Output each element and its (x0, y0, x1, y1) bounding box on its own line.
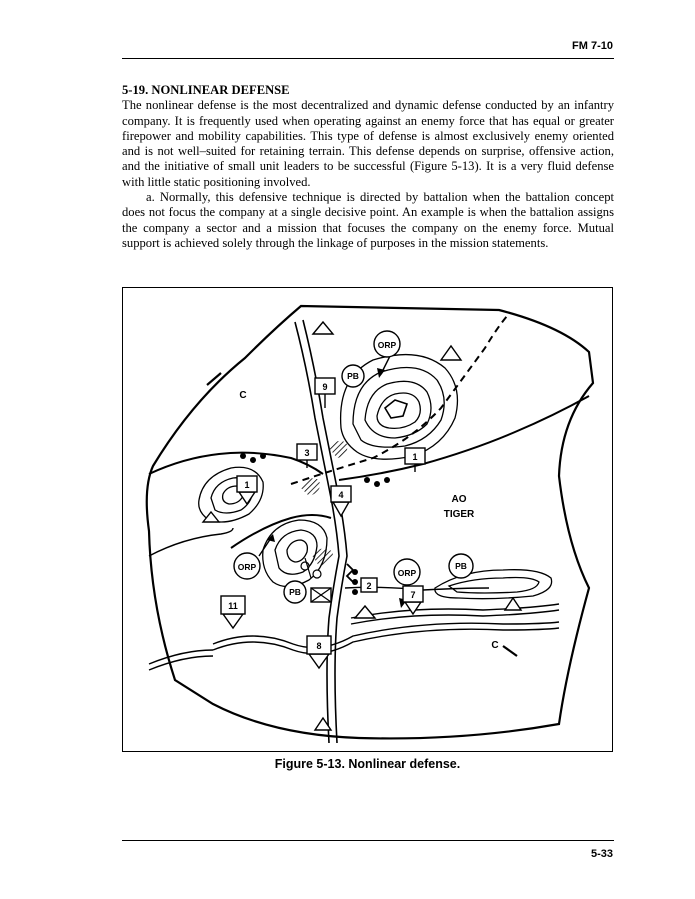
position-2 (361, 578, 377, 592)
boundary-tick-left (207, 373, 221, 385)
figure-caption: Figure 5-13. Nonlinear defense. (274, 757, 461, 771)
label-c-right: C (491, 640, 499, 651)
svg-text:PB: PB (455, 561, 467, 571)
hatched-position-2 (301, 478, 320, 496)
svg-text:3: 3 (304, 448, 310, 458)
orp-left-arrow (259, 538, 271, 556)
hatched-position-1 (329, 441, 347, 458)
svg-text:11: 11 (228, 601, 238, 611)
boundary-tick-right (503, 646, 517, 656)
infantry-unit-symbol (311, 588, 331, 602)
nonlinear-defense-map (123, 288, 614, 753)
label-ao-name: TIGER (443, 509, 475, 520)
header-rule (122, 58, 614, 59)
page-number: 5-33 (590, 848, 613, 860)
svg-text:ORP: ORP (397, 568, 417, 578)
pb-top (342, 365, 364, 387)
southwest-road (231, 515, 331, 548)
orp-left (234, 553, 260, 579)
position-3 (297, 444, 317, 468)
svg-text:9: 9 (322, 382, 328, 392)
svg-text:ORP: ORP (237, 562, 257, 572)
section-title: 5-19. NONLINEAR DEFENSE (122, 83, 290, 97)
svg-text:2: 2 (366, 581, 372, 591)
paragraph-a: a. Normally, this defensive technique is directed by battalion when the battalion concept does not focus the company at a single decisive point. An example is when the battalion assigns the company a sector and a mission that focuses the company on the enemy force. Mutual support is achieved solely through the linkage of purposes in the mission statements. (122, 190, 614, 250)
paragraph-intro: The nonlinear defense is the most decentralized and dynamic defense conducted by an infantry company. It is frequently used when operating against an enemy force that has equal or greater firepower and mobility capabilities. This type of defense is almost exclusively enemy oriented and is not well–suited for retaining terrain. This defense depends on surprise, offensive action, and the initiative of small unit leaders to be successful (Figure 5-13). It is a very fluid defense with little static positioning involved. (122, 98, 614, 189)
label-ao: AO (451, 494, 467, 505)
footer-rule (122, 840, 614, 841)
pb-right (449, 554, 473, 578)
position-11 (221, 596, 245, 628)
orp-top (374, 331, 400, 357)
label-c-left: C (239, 390, 247, 401)
pb-left (284, 581, 306, 603)
wire-obstacle (347, 564, 353, 582)
svg-text:8: 8 (316, 641, 322, 651)
orp-right (394, 559, 420, 585)
figure-frame (122, 287, 613, 752)
body-text (122, 83, 614, 251)
small-circle-2 (313, 570, 321, 578)
east-road (339, 396, 589, 480)
svg-text:1: 1 (412, 452, 418, 462)
svg-text:7: 7 (410, 590, 416, 600)
river (149, 604, 559, 670)
svg-text:4: 4 (338, 490, 344, 500)
hatched-position-3 (311, 548, 333, 566)
svg-text:PB: PB (347, 371, 359, 381)
svg-text:ORP: ORP (377, 340, 397, 350)
position-9 (315, 378, 335, 408)
running-header: FM 7-10 (572, 40, 613, 52)
svg-text:PB: PB (289, 587, 301, 597)
svg-text:1: 1 (244, 480, 250, 490)
